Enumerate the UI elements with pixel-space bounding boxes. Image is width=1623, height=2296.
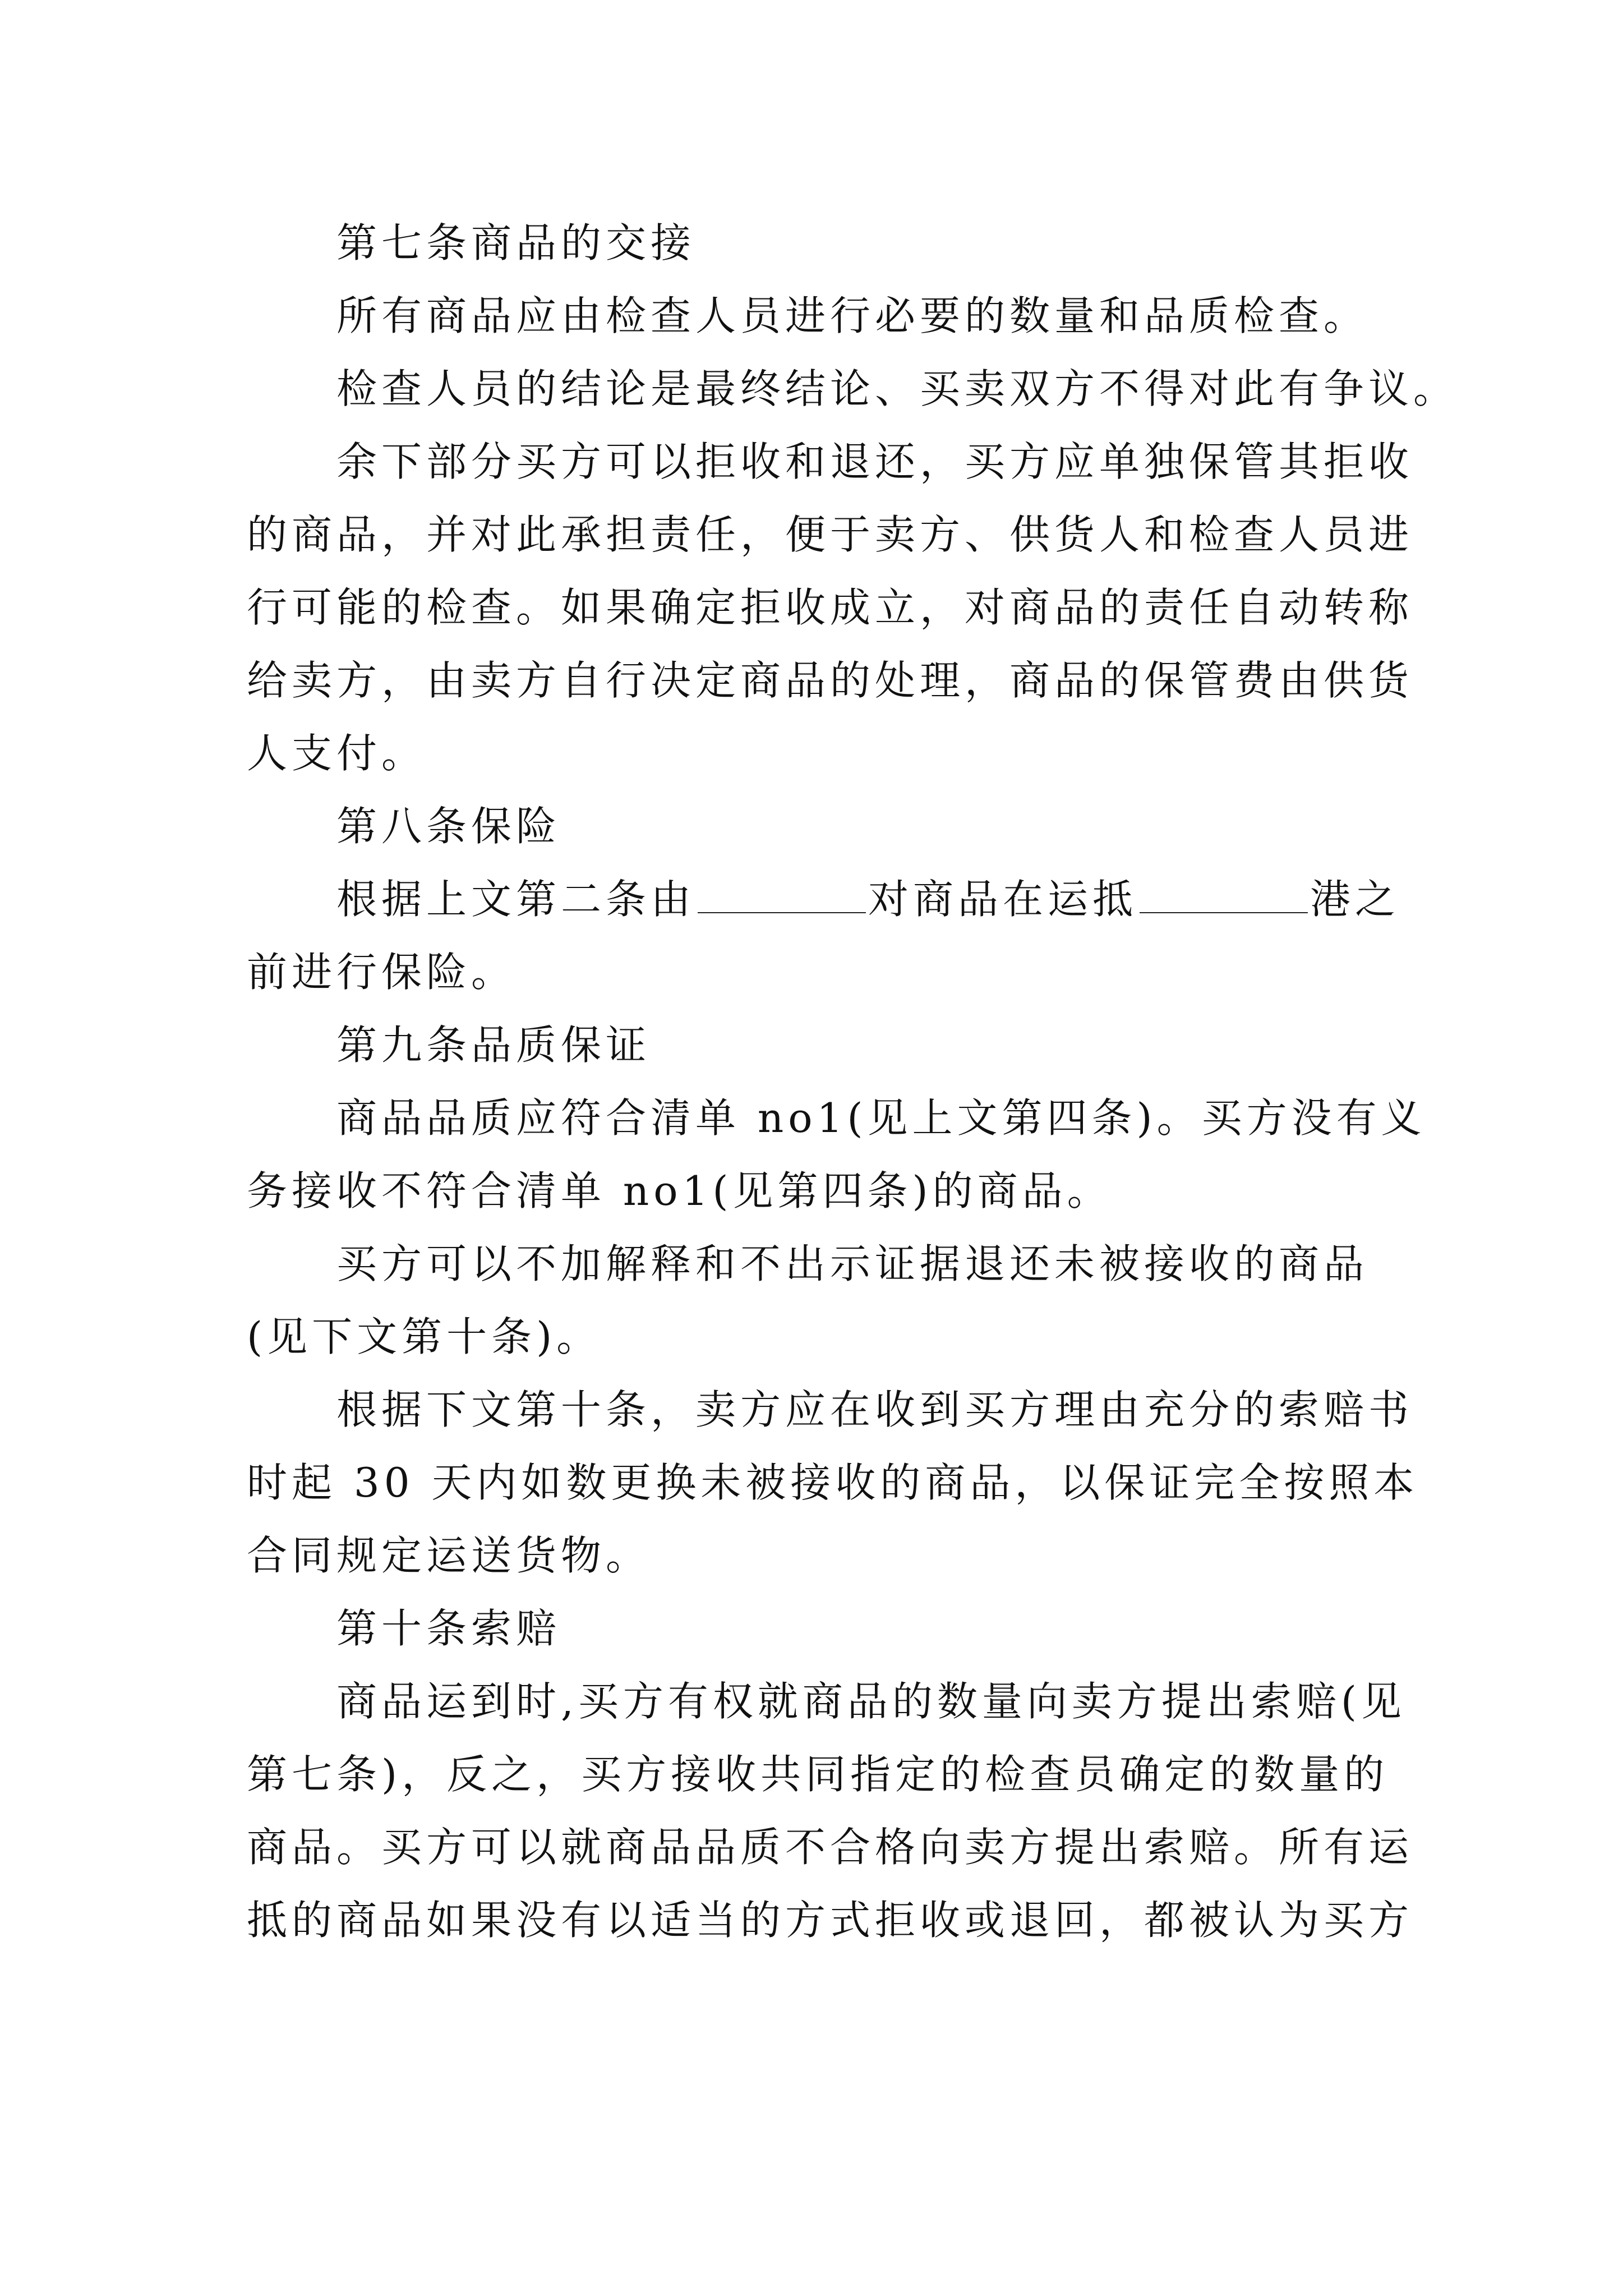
article-9-heading: 第九条品质保证	[336, 1022, 651, 1069]
paragraph-line: 商品。买方可以就商品品质不合格向卖方提出索赔。所有运	[247, 1824, 1414, 1871]
paragraph-line: 商品运到时,买方有权就商品的数量向卖方提出索赔(见	[336, 1678, 1406, 1725]
paragraph-line: 行可能的检查。如果确定拒收成立，对商品的责任自动转称	[247, 584, 1414, 631]
paragraph-line: 的商品，并对此承担责任，便于卖方、供货人和检查人员进	[247, 511, 1414, 558]
paragraph-line-with-blanks	[336, 868, 1400, 930]
article-8-heading: 第八条保险	[336, 803, 561, 850]
paragraph-line: 商品品质应符合清单 no1(见上文第四条)。买方没有义	[336, 1094, 1426, 1142]
fill-in-blank	[1140, 878, 1308, 913]
paragraph-line: 检查人员的结论是最终结论、买卖双方不得对此有争议。	[336, 365, 1459, 412]
paragraph-line: 务接收不符合清单 no1(见第四条)的商品。	[247, 1167, 1112, 1214]
paragraph-line: 抵的商品如果没有以适当的方式拒收或退回，都被认为买方	[247, 1897, 1414, 1944]
text-segment: 根据上文第二条由	[336, 876, 696, 923]
fill-in-blank	[698, 878, 866, 913]
paragraph-line: 余下部分买方可以拒收和退还，买方应单独保管其拒收	[336, 438, 1414, 485]
paragraph-line: 合同规定运送货物。	[247, 1532, 651, 1579]
paragraph-line: 第七条)，反之，买方接收共同指定的检查员确定的数量的	[247, 1751, 1389, 1798]
paragraph-line: 前进行保险。	[247, 949, 517, 996]
paragraph-line: 所有商品应由检查人员进行必要的数量和品质检查。	[336, 292, 1369, 339]
article-10-heading: 第十条索赔	[336, 1605, 561, 1652]
article-7-heading: 第七条商品的交接	[336, 219, 696, 266]
paragraph-line: 人支付。	[247, 730, 427, 777]
text-segment: 对商品在运抵	[868, 876, 1138, 923]
text-segment: 港之	[1310, 876, 1400, 923]
paragraph-line: 时起 30 天内如数更换未被接收的商品，以保证完全按照本	[247, 1459, 1419, 1506]
paragraph-line: 根据下文第十条，卖方应在收到买方理由充分的索赔书	[336, 1386, 1414, 1433]
paragraph-line: 给卖方，由卖方自行决定商品的处理，商品的保管费由供货	[247, 657, 1414, 704]
paragraph-line: 买方可以不加解释和不出示证据退还未被接收的商品	[336, 1240, 1369, 1287]
paragraph-line: (见下文第十条)。	[247, 1313, 602, 1360]
